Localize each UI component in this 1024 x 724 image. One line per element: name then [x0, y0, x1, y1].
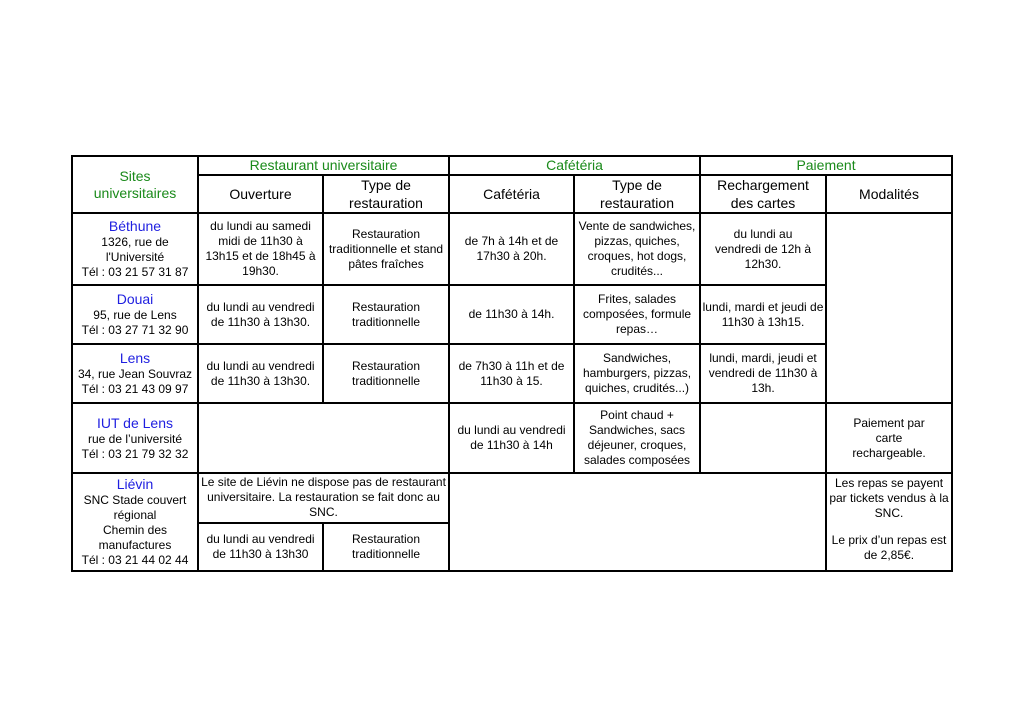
- site-name: Lens: [119, 350, 151, 366]
- cafeteria-cell-empty: [449, 473, 826, 571]
- rechargement-cell-empty: [700, 403, 826, 473]
- table-row: [72, 344, 952, 403]
- site-address: régional: [113, 508, 157, 522]
- modalites-cell-empty: [826, 213, 952, 403]
- modalites-cell: Paiement par carte rechargeable.: [826, 403, 952, 473]
- header-type-restauration-cafeteria: Type de restauration: [574, 175, 700, 213]
- restaurant-cell-empty: [198, 403, 449, 473]
- restaurant-schedule-table: [71, 155, 953, 572]
- table-row: [72, 473, 952, 523]
- site-address: manufactures: [98, 538, 172, 552]
- cafeteria-cell: de 7h à 14h et de 17h30 à 20h.: [449, 213, 574, 285]
- table-row: [72, 213, 952, 285]
- ouverture-cell: du lundi au vendredi de 11h30 à 13h30.: [198, 285, 323, 344]
- lievin-note-cell: Le site de Liévin ne dispose pas de restaurant universitaire. La restauration se fait donc au SNC.: [198, 473, 449, 523]
- ouverture-cell: du lundi au samedi midi de 11h30 à 13h15 et de 18h45 à 19h30.: [198, 213, 323, 285]
- cafeteria-type-cell: Vente de sandwiches, pizzas, quiches, croques, hot dogs, crudités...: [574, 213, 700, 285]
- header-cafeteria-sub: Cafétéria: [449, 175, 574, 213]
- site-phone: Tél : 03 27 71 32 90: [81, 323, 189, 337]
- header-type-restauration: Type de restauration: [323, 175, 449, 213]
- site-phone: Tél : 03 21 43 09 97: [81, 382, 189, 396]
- rechargement-cell: lundi, mardi, jeudi et vendredi de 11h30 à 13h.: [700, 344, 826, 403]
- header-modalites: Modalités: [826, 175, 952, 213]
- site-name: Liévin: [116, 476, 154, 492]
- header-cafeteria: Cafétéria: [449, 156, 700, 175]
- table-row: [72, 285, 952, 344]
- cafeteria-type-cell: Sandwiches, hamburgers, pizzas, quiches, crudités...): [574, 344, 700, 403]
- modalites-text: Le prix d’un repas est de 2,85€.: [831, 533, 947, 562]
- site-cell-bethune: [72, 213, 198, 285]
- header-ouverture: Ouverture: [198, 175, 323, 213]
- site-cell-douai: [72, 285, 198, 344]
- site-phone: Tél : 03 21 79 32 32: [81, 446, 189, 461]
- table-row: [72, 403, 952, 473]
- cafeteria-type-cell: Point chaud + Sandwiches, sacs déjeuner, croques, salades composées: [574, 403, 700, 473]
- site-address: l'Université: [105, 250, 165, 264]
- cafeteria-cell: du lundi au vendredi de 11h30 à 14h: [449, 403, 574, 473]
- site-address: Chemin des: [102, 523, 168, 537]
- header-sites: Sites universitaires: [72, 156, 198, 213]
- ouverture-cell: du lundi au vendredi de 11h30 à 13h30.: [198, 344, 323, 403]
- type-cell: Restauration traditionnelle: [323, 344, 449, 403]
- site-cell-lievin: [72, 473, 198, 571]
- header-rechargement: Rechargement des cartes: [700, 175, 826, 213]
- site-address: 1326, rue de: [101, 235, 169, 249]
- type-cell: Restauration traditionnelle et stand pâtes fraîches: [323, 213, 449, 285]
- site-address: 95, rue de Lens: [93, 308, 177, 322]
- site-name: Béthune: [108, 218, 162, 234]
- site-address: rue de l’université: [87, 431, 183, 446]
- type-cell: Restauration traditionnelle: [323, 285, 449, 344]
- cafeteria-cell: de 7h30 à 11h et de 11h30 à 15.: [449, 344, 574, 403]
- site-address: SNC Stade couvert: [83, 493, 187, 507]
- site-name: IUT de Lens: [96, 414, 173, 431]
- site-phone: Tél : 03 21 44 02 44: [81, 553, 189, 567]
- type-cell: Restauration traditionnelle: [323, 523, 449, 571]
- site-address: 34, rue Jean Souvraz: [77, 367, 193, 381]
- rechargement-cell: lundi, mardi et jeudi de 11h30 à 13h15.: [700, 285, 826, 344]
- spacer: [828, 521, 950, 533]
- site-cell-iut-lens: [72, 403, 198, 473]
- site-cell-lens: [72, 344, 198, 403]
- rechargement-cell: du lundi au vendredi de 12h à 12h30.: [700, 213, 826, 285]
- site-phone: Tél : 03 21 57 31 87: [81, 265, 189, 279]
- header-paiement: Paiement: [700, 156, 952, 175]
- cafeteria-cell: de 11h30 à 14h.: [449, 285, 574, 344]
- site-name: Douai: [116, 291, 154, 307]
- ouverture-cell: du lundi au vendredi de 11h30 à 13h30: [198, 523, 323, 571]
- cafeteria-type-cell: Frites, salades composées, formule repas…: [574, 285, 700, 344]
- header-restaurant-universitaire: Restaurant universitaire: [198, 156, 449, 175]
- modalites-cell-lievin: [826, 473, 952, 571]
- modalites-text: Les repas se payent par tickets vendus à la SNC.: [829, 476, 949, 520]
